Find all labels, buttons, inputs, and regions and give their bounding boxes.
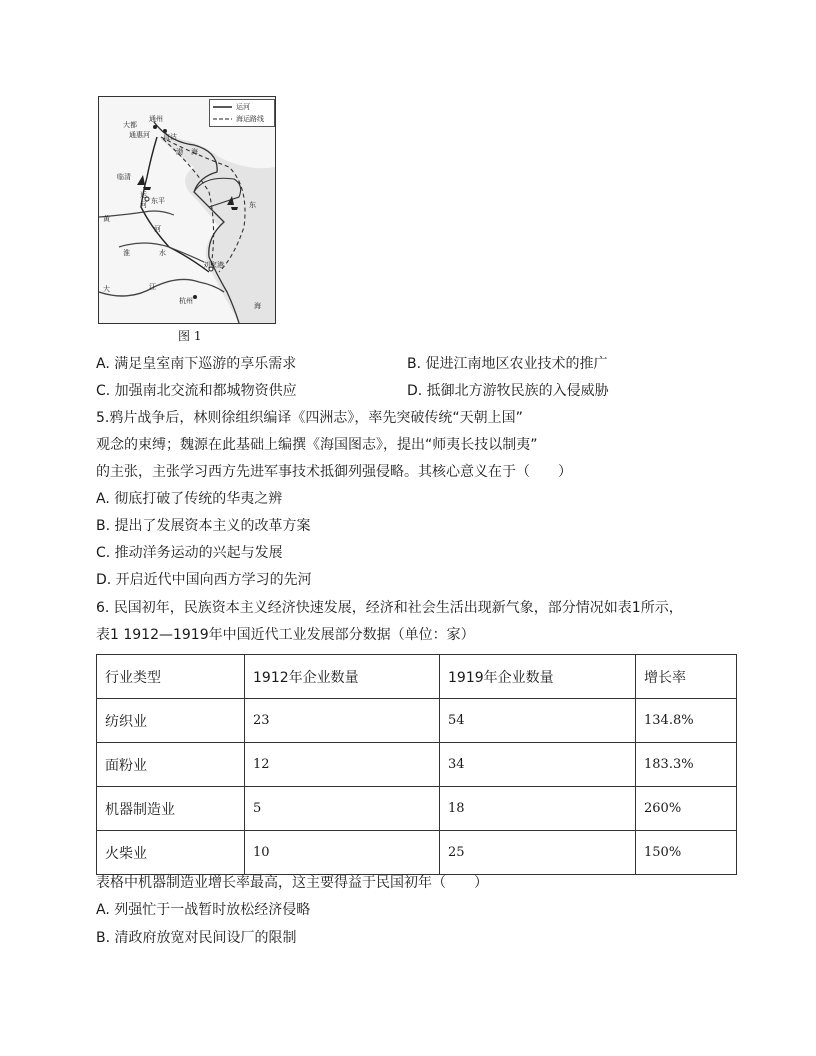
header-1912: 1912年企业数量 [245,655,440,699]
table-row [97,831,737,875]
q4-option-d: D. 抵御北方游牧民族的入侵威胁 [407,383,609,399]
map-legend [209,99,275,127]
label-hangzhou: 杭州 [179,297,193,305]
map-drawing [99,97,275,323]
q5-option-c: C. 推动洋务运动的兴起与发展 [96,545,283,561]
q5-stem-line-3: 的主张，主张学习西方先进军事技术抵御列强侵略。其核心意义在于（ ） [96,464,572,480]
label-liujiagang: 刘家港 [203,261,224,269]
label-dong: 东 [249,201,256,209]
q6-stem-line-1: 6. 民国初年，民族资本主义经济快速发展，经济和社会生活出现新气象，部分情况如表1所示， [96,600,683,616]
cell-1919: 54 [440,699,636,743]
cell-growth: 134.8% [636,699,737,743]
label-he2: 河 [154,225,161,233]
table-header-row [97,655,737,699]
q6-option-b: B. 清政府放宽对民间设厂的限制 [96,930,297,946]
label-huang: 黄 [103,215,110,223]
label-hai2: 海 [254,302,261,310]
q4-option-b: B. 促进江南地区农业技术的推广 [407,356,608,372]
cell-industry: 纺织业 [97,699,245,743]
cell-growth: 150% [636,831,737,875]
label-yun: 运 [140,191,147,199]
q5-stem-line-1: 5.鸦片战争后，林则徐组织编译《四洲志》，率先突破传统“天朝上国” [96,410,523,426]
legend-canal: 运河 [236,103,250,111]
q6-option-a: A. 列强忙于一战暂时放松经济侵略 [96,902,311,918]
label-tongzhou: 通州 [149,115,163,123]
map-figure [98,96,276,324]
q5-option-a: A. 彻底打破了传统的华夷之辨 [96,491,283,507]
q4-option-a: A. 满足皇室南下巡游的享乐需求 [96,356,297,372]
q5-option-d: D. 开启近代中国向西方学习的先河 [96,572,312,588]
q5-stem-line-2: 观念的束缚；魏源在此基础上编撰《海国图志》，提出“师夷长技以制夷” [96,437,538,453]
table-row [97,743,737,787]
cell-growth: 183.3% [636,743,737,787]
cell-1912: 5 [245,787,440,831]
label-dongping: 东平 [151,197,165,205]
cell-industry: 面粉业 [97,743,245,787]
label-bo: 渤 [176,148,183,156]
header-industry: 行业类型 [97,655,245,699]
cell-growth: 260% [636,787,737,831]
figure-caption: 图 1 [178,329,202,343]
label-linqing: 临清 [117,173,131,181]
cell-industry: 机器制造业 [97,787,245,831]
cell-industry: 火柴业 [97,831,245,875]
cell-1912: 23 [245,699,440,743]
table-row [97,787,737,831]
label-he: 河 [140,201,147,209]
label-da: 大 [103,285,110,293]
header-1919: 1919年企业数量 [440,655,636,699]
cell-1919: 25 [440,831,636,875]
cell-1919: 18 [440,787,636,831]
cell-1919: 34 [440,743,636,787]
q4-option-c: C. 加强南北交流和都城物资供应 [96,383,297,399]
label-jiang: 江 [149,283,156,291]
cell-1912: 10 [245,831,440,875]
label-tonghuihe: 通惠河 [129,131,150,139]
label-dadu: 大都 [123,121,137,129]
table-title: 表1 1912—1919年中国近代工业发展部分数据（单位：家） [96,627,475,643]
header-growth: 增长率 [636,655,737,699]
table-row [97,699,737,743]
legend-sea-route: 海运路线 [236,115,264,123]
label-huai: 淮 [123,249,130,257]
cell-1912: 12 [245,743,440,787]
label-hai: 海 [191,148,198,156]
q5-option-b: B. 提出了发展资本主义的改革方案 [96,518,311,534]
label-zhigu: 直沽 [163,133,177,141]
industry-table [96,654,737,875]
q6-question: 表格中机器制造业增长率最高，这主要得益于民国初年（ ） [96,875,488,891]
label-shui: 水 [159,249,166,257]
